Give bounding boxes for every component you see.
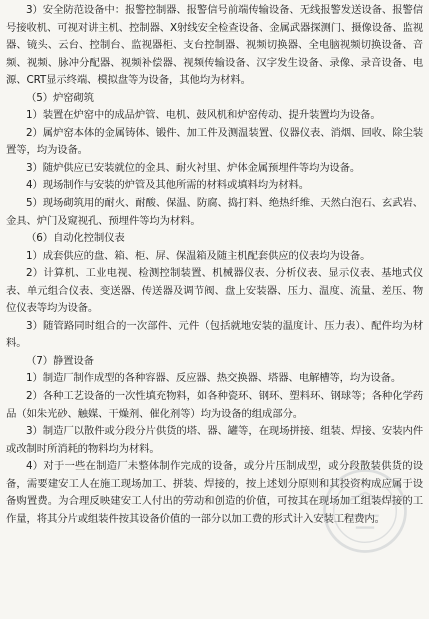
paragraph-furnace-3: 3）随炉供应已安装就位的金具、耐火衬里、炉体金属预埋件等均为设备。	[26, 161, 361, 174]
paragraph-static-4: 4）对于一些在制造厂未整体制作完成的设备，或分片压制成型，或分段散装供货的设备，需要建安工人在施工现场加工、拼装、焊接的，按上述划分原则和其投资构成应属于设备购置费。为合理反映建安工人付出的劳动和创造的价值，可按其在现场加工组装焊接的工作量，将其分片或组装件按其设备价值的一部分以加工费的形式计入安装工程费内。	[6, 460, 423, 525]
paragraph-instruments-1: 1）成套供应的盘、箱、柜、屏、保温箱及随主机配套供应的仪表均为设备。	[26, 249, 371, 262]
paragraph-instruments-2: 2）计算机、工业电视、检测控制装置、机械器仪表、分析仪表、显示仪表、基地式仪表、单元组合仪表、变送器、传送器及调节阀、盘上安装器、压力、温度、流量、差压、物位仪表等均为设备。	[6, 267, 423, 315]
paragraph-furnace-5: 5）现场砌筑用的耐火、耐酸、保温、防腐、捣打料、绝热纤维、天然白泡石、玄武岩、金具、炉门及窥视孔、预埋件等均为材料。	[6, 197, 423, 227]
paragraph-static-3: 3）制造厂以散件或分段分片供货的塔、器、罐等，在现场拼接、组装、焊接、安装内件或改制时所消耗的物料均为材料。	[6, 425, 423, 455]
paragraph-furnace-1: 1）装置在炉窑中的成品炉管、电机、鼓风机和炉窑传动、提升装置均为设备。	[26, 109, 381, 122]
paragraph-instruments-3: 3）随管路同时组合的一次部件、元件（包括就地安装的温度计、压力表）、配件均为材料。	[6, 319, 423, 350]
section-heading-instruments: （6）自动化控制仪表	[26, 232, 125, 245]
section-heading-static-equipment: （7）静置设备	[26, 354, 94, 367]
section-heading-furnace: （5）炉窑砌筑	[26, 91, 94, 104]
paragraph-furnace-4: 4）现场制作与安装的炉管及其他所需的材料或填料均为材料。	[26, 179, 309, 192]
paragraph-furnace-2: 2）属炉窑本体的金属铸体、锻件、加工件及测温装置、仪器仪表、消烟、回收、除尘装置等，均为设备。	[6, 126, 423, 157]
paragraph-security-equipment: 3）安全防范设备中：报警控制器、报警信号前端传输设备、无线报警发送设备、报警信号接收机、可视对讲主机、控制器、X射线安全检查设备、金属武器探测门、摄像设备、监视器、镜头、云台、控制台、监视器柜、支台控制器、视频切换器、全电脑视频切换设备、音频、视频、脉冲分配器、视频补偿器、视频传输设备、汉字发生设备、录像、录音设备、电源、CRT显示终端、模拟盘等为设备，其他均为材料。	[6, 4, 423, 87]
paragraph-static-1: 1）制造厂制作成型的各种容器、反应器、热交换器、塔器、电解槽等，均为设备。	[26, 372, 402, 385]
paragraph-static-2: 2）各种工艺设备的一次性填充物料，如各种瓷环、钢环、塑料环、钢球等；各种化学药品（如朱光砂、触媒、干燥剂、催化剂等）均为设备的组成部分。	[6, 390, 423, 420]
